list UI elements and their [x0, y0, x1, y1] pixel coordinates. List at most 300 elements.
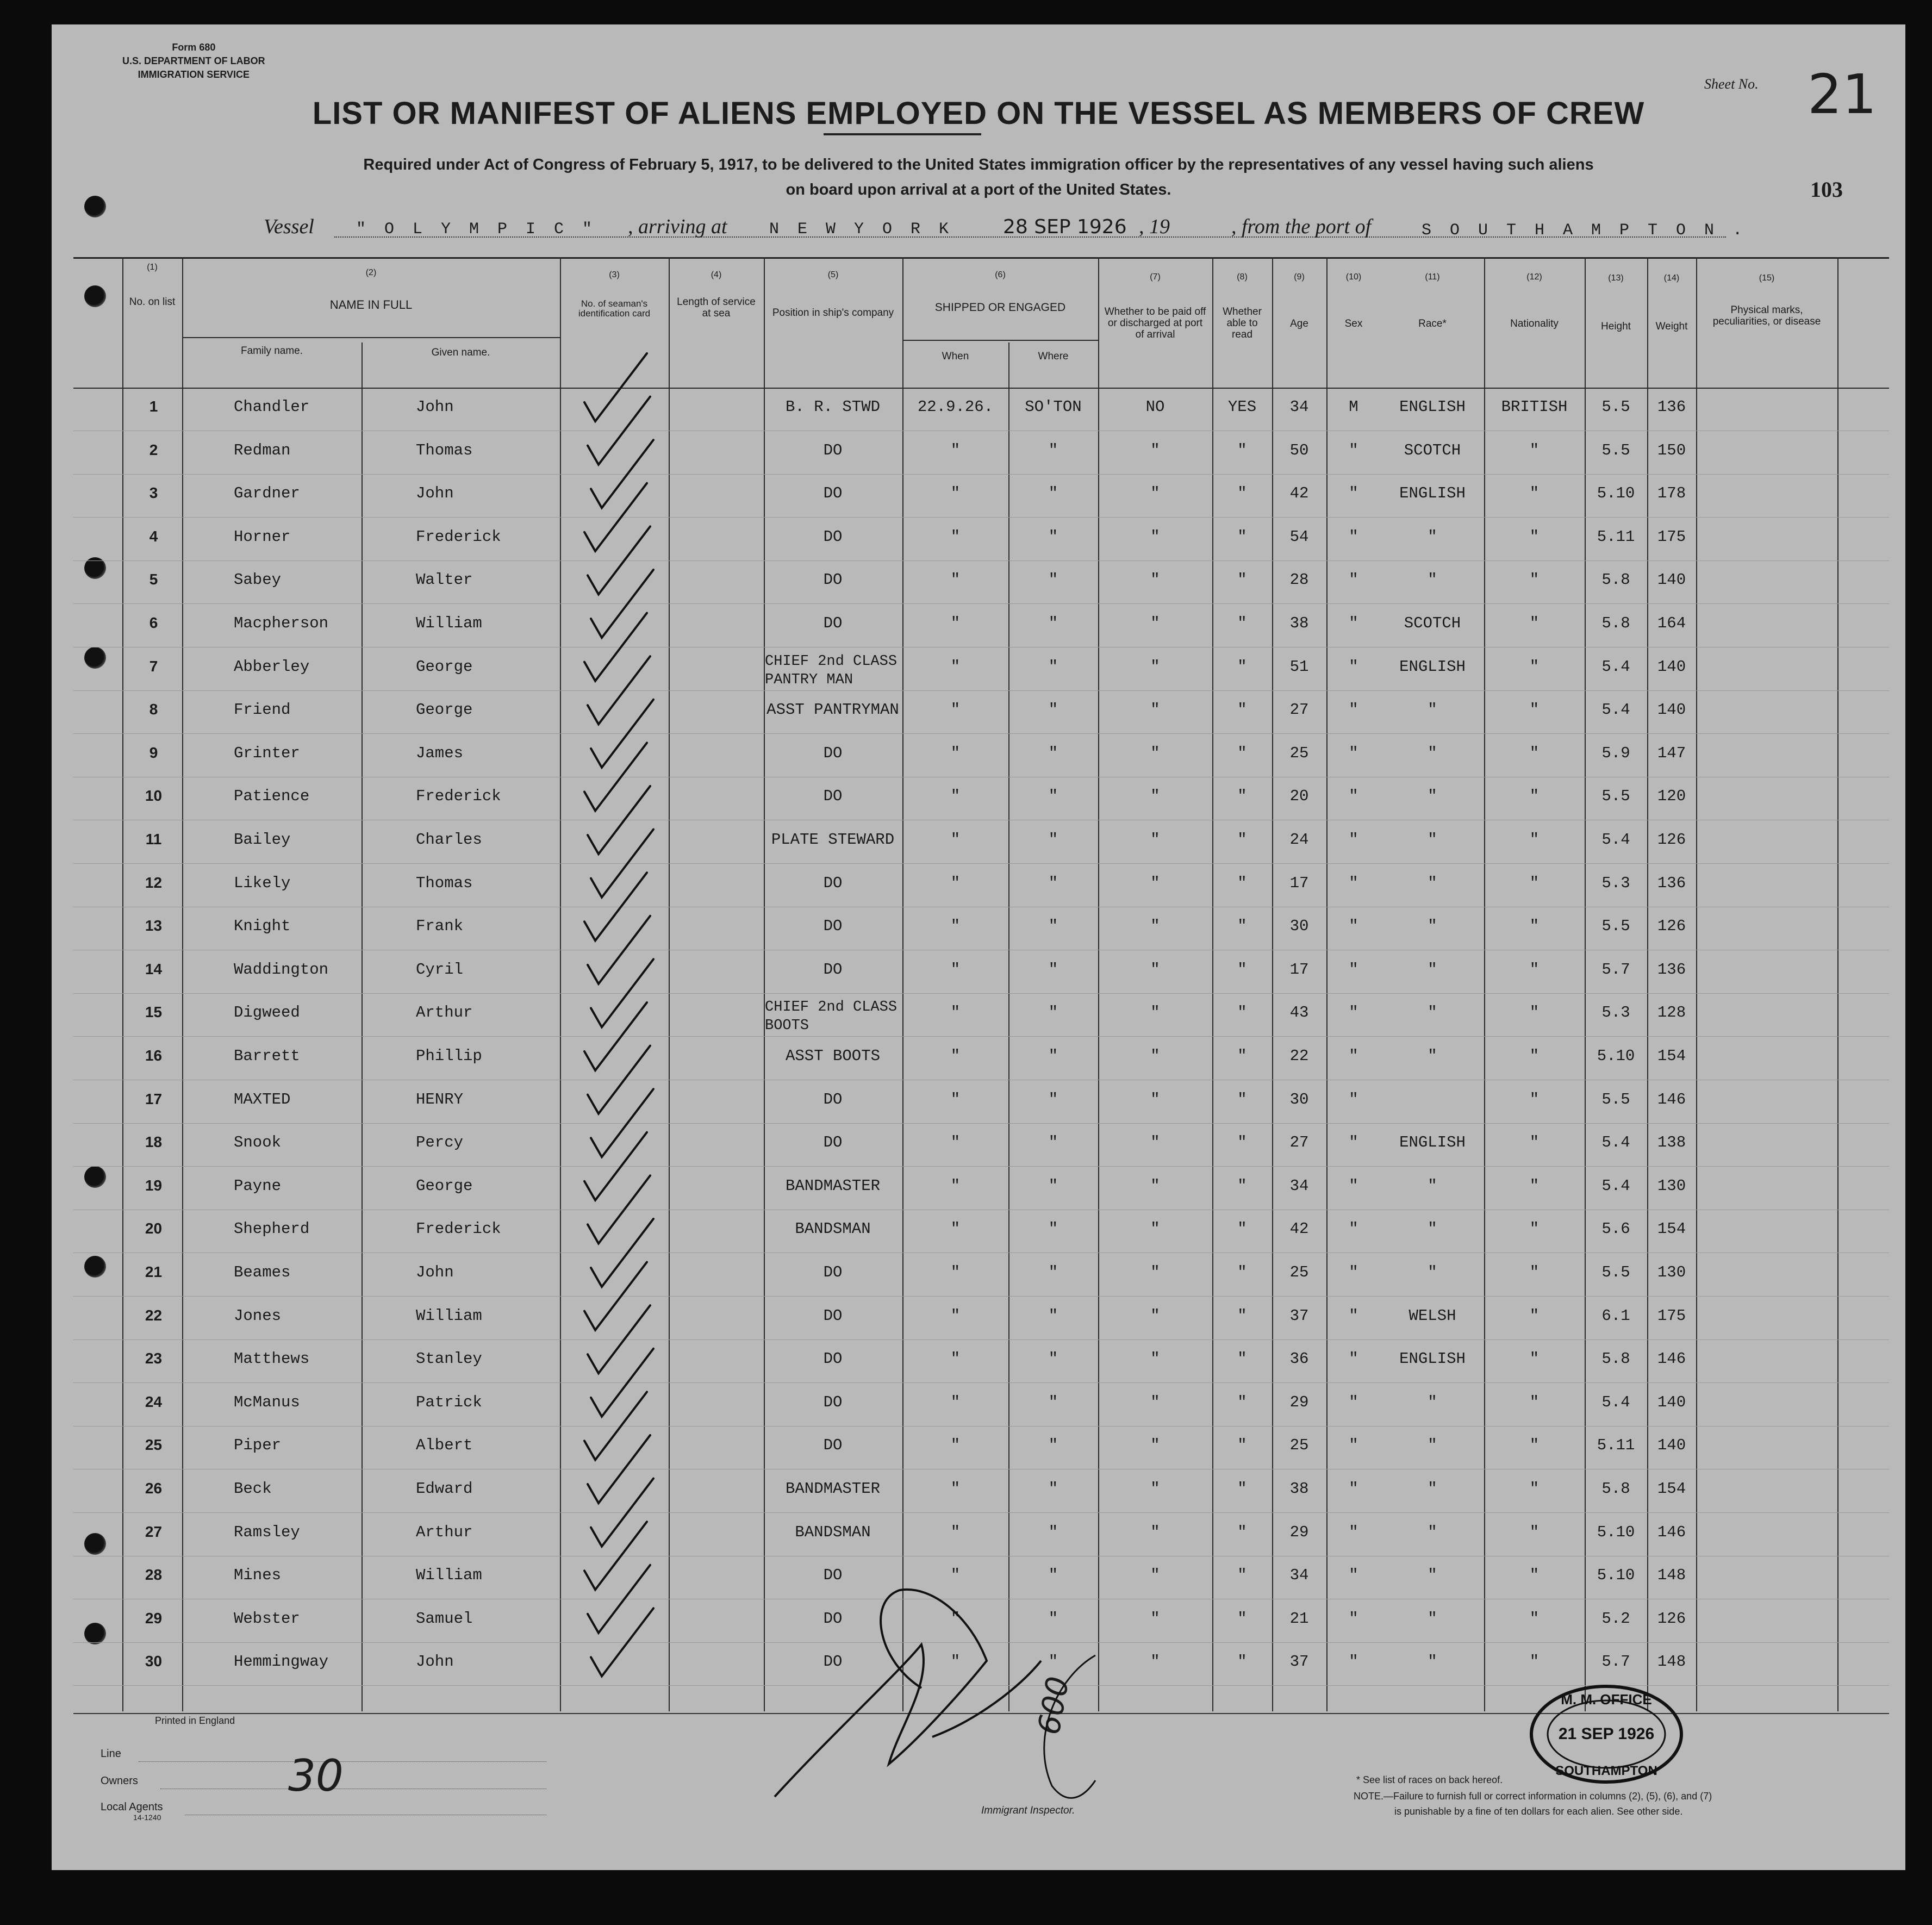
- height: 5.11: [1597, 1436, 1635, 1455]
- shipped-where: ": [1048, 1566, 1058, 1585]
- family-name: Gardner: [234, 484, 300, 503]
- age: 30: [1289, 1090, 1309, 1108]
- weight: 164: [1657, 614, 1686, 632]
- sex: ": [1349, 1523, 1358, 1541]
- sex: ": [1349, 874, 1358, 892]
- check-mark: [591, 1608, 653, 1676]
- position: DO: [823, 874, 843, 892]
- arrival-port: N E W Y O R K: [769, 220, 953, 239]
- position: PLATE STEWARD: [771, 831, 895, 849]
- able-to-read: ": [1237, 1133, 1247, 1152]
- race: ENGLISH: [1399, 1350, 1466, 1368]
- row-number: 2: [149, 441, 158, 458]
- family-name: Ramsley: [234, 1523, 300, 1541]
- nationality: ": [1529, 1133, 1540, 1152]
- weight: 146: [1657, 1523, 1686, 1541]
- given-name: Thomas: [416, 874, 473, 892]
- race: ": [1428, 831, 1437, 849]
- paid-off: ": [1150, 614, 1160, 632]
- check-mark: [591, 700, 653, 768]
- family-name: Payne: [234, 1176, 282, 1195]
- given-name: Cyril: [416, 960, 464, 979]
- check-mark: [588, 1305, 650, 1373]
- shipped-where: ": [1048, 1090, 1058, 1108]
- subtitle-line-1: Required under Act of Congress of February 5, 1917, to be delivered to the United States immigration officer by the representatives of any vessel having such aliens: [363, 156, 1594, 173]
- inspector-signature: [775, 1590, 1041, 1797]
- age: 50: [1289, 441, 1309, 459]
- weight: 140: [1657, 1436, 1686, 1455]
- age: 29: [1289, 1393, 1309, 1411]
- height: 5.11: [1597, 527, 1635, 546]
- age: 25: [1289, 1436, 1309, 1455]
- shipped-when: ": [950, 1350, 961, 1368]
- given-name: Frederick: [416, 1220, 501, 1238]
- weight: 136: [1657, 960, 1686, 979]
- given-name: Frederick: [416, 787, 501, 806]
- colnum-15: (15): [1759, 273, 1775, 283]
- header-able-to-read: Whether able to read: [1223, 306, 1262, 340]
- shipped-when: ": [950, 960, 961, 979]
- colnum-11: (11): [1425, 272, 1440, 282]
- nationality: ": [1529, 1350, 1540, 1368]
- shipped-when: ": [950, 1090, 961, 1108]
- age: 25: [1289, 744, 1309, 762]
- able-to-read: ": [1237, 1393, 1247, 1411]
- nationality: ": [1529, 1653, 1540, 1671]
- position: DO: [823, 917, 843, 936]
- age: 30: [1289, 917, 1309, 936]
- row-number: 25: [145, 1436, 163, 1454]
- nationality: BRITISH: [1501, 398, 1568, 416]
- able-to-read: ": [1237, 441, 1247, 459]
- given-name: Phillip: [416, 1047, 482, 1065]
- weight: 130: [1657, 1263, 1686, 1281]
- owners-label: Owners: [101, 1775, 138, 1787]
- weight: 126: [1657, 917, 1686, 936]
- sex: ": [1349, 1220, 1358, 1238]
- colnum-2: (2): [365, 268, 377, 277]
- nationality: ": [1529, 657, 1540, 676]
- age: 22: [1289, 1047, 1309, 1065]
- age: 27: [1289, 1133, 1309, 1152]
- given-name: John: [416, 1263, 454, 1281]
- paid-off: ": [1150, 484, 1160, 503]
- age: 34: [1289, 1566, 1309, 1585]
- position: DO: [823, 960, 843, 979]
- height: 5.4: [1601, 831, 1630, 849]
- weight: 138: [1657, 1133, 1686, 1152]
- local-agents-label: Local Agents: [101, 1801, 163, 1813]
- position: DO: [823, 571, 843, 589]
- position: CHIEF 2nd CLASS PANTRY MAN: [765, 653, 898, 688]
- race: ": [1428, 1263, 1437, 1281]
- given-name: Samuel: [416, 1609, 473, 1628]
- row-number: 16: [145, 1047, 163, 1064]
- age: 34: [1289, 398, 1309, 416]
- shipped-when: ": [950, 1436, 961, 1455]
- paid-off: ": [1150, 657, 1160, 676]
- check-mark: [588, 1046, 650, 1114]
- shipped-where: ": [1048, 1047, 1058, 1065]
- sex: ": [1349, 1609, 1358, 1628]
- age: 36: [1289, 1350, 1309, 1368]
- paid-off: ": [1150, 701, 1160, 719]
- printed-in: Printed in England: [155, 1715, 235, 1726]
- given-name: William: [416, 614, 482, 632]
- shipped-when: ": [950, 701, 961, 719]
- nationality: ": [1529, 484, 1540, 503]
- sex: ": [1349, 1653, 1358, 1671]
- sheet-label: Sheet No.: [1704, 76, 1759, 92]
- given-name: Albert: [416, 1436, 473, 1455]
- height: 5.10: [1597, 484, 1635, 503]
- inspector-label: Immigrant Inspector.: [981, 1805, 1075, 1816]
- paid-off: ": [1150, 1609, 1160, 1628]
- height: 5.8: [1601, 614, 1630, 632]
- height: 5.4: [1601, 657, 1630, 676]
- paid-off: ": [1150, 744, 1160, 762]
- shipped-when: ": [950, 657, 961, 676]
- shipped-where: ": [1048, 1220, 1058, 1238]
- able-to-read: ": [1237, 1090, 1247, 1108]
- age: 37: [1289, 1653, 1309, 1671]
- given-name: John: [416, 1653, 454, 1671]
- shipped-when: ": [950, 917, 961, 936]
- family-name: Beck: [234, 1480, 272, 1498]
- age: 43: [1289, 1004, 1309, 1022]
- race: ": [1428, 874, 1437, 892]
- row-number: 27: [145, 1523, 163, 1540]
- shipped-where: ": [1048, 874, 1058, 892]
- sex: ": [1349, 831, 1358, 849]
- able-to-read: ": [1237, 1480, 1247, 1498]
- row-number: 8: [149, 701, 158, 718]
- row-number: 3: [149, 484, 158, 502]
- height: 5.5: [1601, 787, 1630, 806]
- paid-off: ": [1150, 1653, 1160, 1671]
- nationality: ": [1529, 917, 1540, 936]
- able-to-read: YES: [1227, 398, 1257, 416]
- shipped-when: ": [950, 1480, 961, 1498]
- check-mark: [591, 1219, 653, 1287]
- shipped-where: ": [1048, 1004, 1058, 1022]
- vessel-name: " O L Y M P I C ": [356, 220, 597, 239]
- row-number: 9: [149, 744, 158, 761]
- sex: ": [1349, 1133, 1358, 1152]
- nationality: ": [1529, 1004, 1540, 1022]
- age: 38: [1289, 1480, 1309, 1498]
- weight: 175: [1657, 527, 1686, 546]
- sex: ": [1349, 701, 1358, 719]
- race: ": [1428, 787, 1437, 806]
- shipped-where: ": [1048, 1523, 1058, 1541]
- row-number: 12: [145, 874, 163, 891]
- position: BANDSMAN: [795, 1523, 871, 1541]
- given-name: Percy: [416, 1133, 464, 1152]
- check-mark: [584, 353, 647, 421]
- able-to-read: ": [1237, 744, 1247, 762]
- nationality: ": [1529, 787, 1540, 806]
- check-mark: [588, 526, 650, 594]
- able-to-read: ": [1237, 571, 1247, 589]
- position: DO: [823, 787, 843, 806]
- sex: ": [1349, 657, 1358, 676]
- position: DO: [823, 1350, 843, 1368]
- header-age: Age: [1290, 318, 1308, 329]
- nationality: ": [1529, 831, 1540, 849]
- family-name: Webster: [234, 1609, 300, 1628]
- sex: ": [1349, 571, 1358, 589]
- height: 5.9: [1601, 744, 1630, 762]
- nationality: ": [1529, 1176, 1540, 1195]
- sex: ": [1349, 1306, 1358, 1325]
- height: 5.5: [1601, 917, 1630, 936]
- position: DO: [823, 484, 843, 503]
- able-to-read: ": [1237, 484, 1247, 503]
- height: 5.10: [1597, 1523, 1635, 1541]
- check-mark: [588, 1435, 650, 1503]
- position: ASST BOOTS: [785, 1047, 881, 1065]
- position: CHIEF 2nd CLASS BOOTS: [765, 999, 898, 1035]
- given-name: Arthur: [416, 1523, 473, 1541]
- race: ": [1428, 1176, 1437, 1195]
- nationality: ": [1529, 527, 1540, 546]
- weight: 128: [1657, 1004, 1686, 1022]
- arriving-label: , arriving at: [628, 215, 727, 238]
- shipped-when: ": [950, 1176, 961, 1195]
- check-mark: [588, 786, 650, 854]
- shipped-when: ": [950, 1047, 961, 1065]
- able-to-read: ": [1237, 831, 1247, 849]
- paid-off: ": [1150, 1263, 1160, 1281]
- penalty-note-1: NOTE.—Failure to furnish full or correct information in columns (2), (5), (6), and (7): [1354, 1791, 1712, 1802]
- able-to-read: ": [1237, 1566, 1247, 1585]
- age: 25: [1289, 1263, 1309, 1281]
- family-name: Hemmingway: [234, 1653, 329, 1671]
- height: 5.8: [1601, 1350, 1630, 1368]
- sex: ": [1349, 1047, 1358, 1065]
- form-code: 14-1240: [133, 1813, 161, 1822]
- given-name: Patrick: [416, 1393, 482, 1411]
- stamp-date: 21 SEP 1926: [1558, 1725, 1655, 1743]
- sex: ": [1349, 1393, 1358, 1411]
- header-physical-marks: Physical marks, peculiarities, or disease: [1712, 304, 1821, 327]
- header-name-in-full: NAME IN FULL: [329, 298, 413, 312]
- colnum-6: (6): [995, 270, 1006, 279]
- shipped-where: ": [1048, 917, 1058, 936]
- height: 5.2: [1601, 1609, 1630, 1628]
- race: ": [1428, 1480, 1437, 1498]
- age: 17: [1289, 874, 1309, 892]
- able-to-read: ": [1237, 787, 1247, 806]
- given-name: Thomas: [416, 441, 473, 459]
- age: 54: [1289, 527, 1309, 546]
- able-to-read: ": [1237, 1220, 1247, 1238]
- age: 20: [1289, 787, 1309, 806]
- subtitle-line-2: on board upon arrival at a port of the United States.: [786, 181, 1171, 198]
- family-name: Bailey: [234, 831, 291, 849]
- nationality: ": [1529, 1220, 1540, 1238]
- height: 5.4: [1601, 701, 1630, 719]
- able-to-read: ": [1237, 1653, 1247, 1671]
- given-name: HENRY: [416, 1090, 464, 1108]
- given-name: William: [416, 1306, 482, 1325]
- sex: ": [1349, 1436, 1358, 1455]
- height: 5.8: [1601, 1480, 1630, 1498]
- family-name: Grinter: [234, 744, 300, 762]
- shipped-when: ": [950, 1306, 961, 1325]
- nationality: ": [1529, 1523, 1540, 1541]
- nationality: ": [1529, 874, 1540, 892]
- nationality: ": [1529, 1436, 1540, 1455]
- position: DO: [823, 1566, 843, 1585]
- family-name: Abberley: [234, 657, 310, 676]
- position: DO: [823, 1306, 843, 1325]
- given-name: Frederick: [416, 527, 501, 546]
- shipped-when: ": [950, 527, 961, 546]
- age: 28: [1289, 571, 1309, 589]
- given-name: Stanley: [416, 1350, 482, 1368]
- row-number: 10: [145, 787, 163, 805]
- handwritten-marks: [52, 24, 1905, 1870]
- sex: ": [1349, 917, 1358, 936]
- header-when: When: [942, 351, 969, 362]
- check-mark: [591, 959, 653, 1027]
- nationality: ": [1529, 701, 1540, 719]
- nationality: ": [1529, 1306, 1540, 1325]
- paid-off: ": [1150, 1480, 1160, 1498]
- shipped-where: ": [1048, 484, 1058, 503]
- nationality: ": [1529, 1609, 1540, 1628]
- row-number: 29: [145, 1609, 163, 1627]
- position: DO: [823, 1393, 843, 1411]
- race: ": [1428, 1523, 1437, 1541]
- colnum-9: (9): [1294, 272, 1305, 282]
- row-number: 1: [149, 398, 158, 415]
- able-to-read: ": [1237, 657, 1247, 676]
- height: 5.5: [1601, 1090, 1630, 1108]
- paid-off: ": [1150, 441, 1160, 459]
- row-number: 7: [149, 657, 158, 675]
- able-to-read: ": [1237, 1306, 1247, 1325]
- shipped-where: ": [1048, 1263, 1058, 1281]
- weight: 140: [1657, 657, 1686, 676]
- family-name: Friend: [234, 701, 291, 719]
- position: BANDMASTER: [785, 1480, 881, 1498]
- shipped-where: ": [1048, 1436, 1058, 1455]
- colnum-8: (8): [1237, 272, 1248, 282]
- colnum-7: (7): [1150, 272, 1161, 282]
- check-mark: [588, 916, 650, 984]
- shipped-when: ": [950, 1004, 961, 1022]
- line-label: Line: [101, 1748, 121, 1760]
- row-number: 17: [145, 1090, 163, 1107]
- family-name: Redman: [234, 441, 291, 459]
- header-shipped-engaged: SHIPPED OR ENGAGED: [934, 301, 1066, 314]
- row-number: 5: [149, 571, 158, 588]
- position: DO: [823, 1609, 843, 1628]
- page-title: LIST OR MANIFEST OF ALIENS EMPLOYED ON THE VESSEL AS MEMBERS OF CREW: [312, 96, 1645, 131]
- able-to-read: ": [1237, 614, 1247, 632]
- colnum-4: (4): [711, 270, 722, 279]
- department: U.S. DEPARTMENT OF LABOR: [122, 55, 265, 66]
- family-name: Likely: [234, 874, 291, 892]
- shipped-when: ": [950, 1220, 961, 1238]
- colnum-1: (1): [147, 263, 158, 272]
- shipped-where: ": [1048, 744, 1058, 762]
- paid-off: ": [1150, 1566, 1160, 1585]
- paid-off: ": [1150, 1004, 1160, 1022]
- family-name: Snook: [234, 1133, 282, 1152]
- given-name: Edward: [416, 1480, 473, 1498]
- header-nationality: Nationality: [1510, 318, 1559, 329]
- height: 5.5: [1601, 1263, 1630, 1281]
- shipped-when: 22.9.26.: [917, 398, 994, 416]
- weight: 148: [1657, 1566, 1686, 1585]
- row-number: 19: [145, 1176, 163, 1194]
- shipped-where: ": [1048, 441, 1058, 459]
- check-mark: [588, 1565, 650, 1633]
- paid-off: ": [1150, 1047, 1160, 1065]
- shipped-where: ": [1048, 787, 1058, 806]
- nationality: ": [1529, 571, 1540, 589]
- sex: ": [1349, 441, 1358, 459]
- race: ": [1428, 1436, 1437, 1455]
- weight: 154: [1657, 1480, 1686, 1498]
- height: 6.1: [1601, 1306, 1630, 1325]
- colnum-14: (14): [1663, 273, 1680, 283]
- header-race: Race*: [1418, 318, 1447, 329]
- able-to-read: ": [1237, 1047, 1247, 1065]
- weight: 148: [1657, 1653, 1686, 1671]
- shipped-where: ": [1048, 1306, 1058, 1325]
- race: ENGLISH: [1399, 398, 1466, 416]
- nationality: ": [1529, 1263, 1540, 1281]
- page-number: 103: [1810, 177, 1843, 202]
- race: ": [1428, 1609, 1437, 1628]
- weight: 150: [1657, 441, 1686, 459]
- weight: 140: [1657, 571, 1686, 589]
- height: 5.4: [1601, 1393, 1630, 1411]
- shipped-when: ": [950, 614, 961, 632]
- height: 5.5: [1601, 398, 1630, 416]
- height: 5.3: [1601, 1004, 1630, 1022]
- paid-off: ": [1150, 917, 1160, 936]
- position: ASST PANTRYMAN: [766, 701, 899, 719]
- shipped-where: ": [1048, 571, 1058, 589]
- colnum-10: (10): [1345, 272, 1362, 282]
- family-name: Sabey: [234, 571, 282, 589]
- row-number: 21: [145, 1263, 163, 1280]
- race: ": [1428, 960, 1437, 979]
- race: ": [1428, 701, 1437, 719]
- nationality: ": [1529, 1566, 1540, 1585]
- stamp-bottom-text: SOUTHAMPTON: [1555, 1764, 1657, 1778]
- sex: ": [1349, 744, 1358, 762]
- sheet-number: 21: [1808, 63, 1877, 126]
- able-to-read: ": [1237, 1176, 1247, 1195]
- row-number: 6: [149, 614, 158, 631]
- handwritten-note: 600: [1031, 1674, 1076, 1737]
- shipped-when: ": [950, 1393, 961, 1411]
- check-mark: [588, 1175, 650, 1243]
- sex: M: [1349, 398, 1358, 416]
- shipped-where: ": [1048, 527, 1058, 546]
- shipped-when: ": [950, 1263, 961, 1281]
- signature-loop: [1044, 1655, 1095, 1798]
- paid-off: NO: [1145, 398, 1165, 416]
- age: 51: [1289, 657, 1309, 676]
